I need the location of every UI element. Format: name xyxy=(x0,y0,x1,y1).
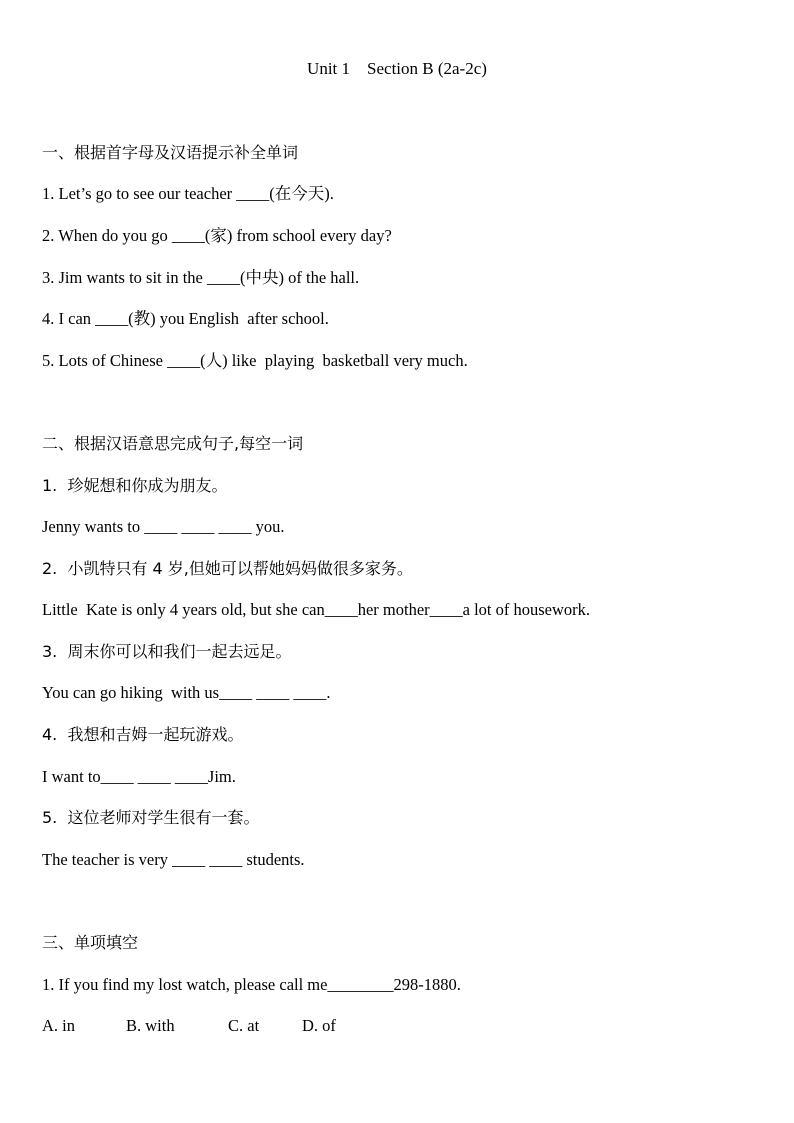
section-3-question-1: 1. If you find my lost watch, please call me________298-1880. xyxy=(42,975,461,994)
section-1-item-1: 1. Let’s go to see our teacher ____(在今天). xyxy=(42,184,334,203)
section-2-item-1-chinese: 1. 珍妮想和你成为朋友。 xyxy=(42,476,228,495)
option-b: B. with xyxy=(126,1016,175,1035)
section-1-item-3: 3. Jim wants to sit in the ____(中央) of the hall. xyxy=(42,268,360,287)
page-title: Unit 1 Section B (2a-2c) xyxy=(307,59,487,78)
section-2-item-3-chinese: 3. 周末你可以和我们一起去远足。 xyxy=(42,642,292,661)
section-2-item-2-chinese: 2. 小凯特只有 4 岁,但她可以帮她妈妈做很多家务。 xyxy=(42,559,413,578)
option-d: D. of xyxy=(302,1016,336,1035)
section-2-heading: 二、根据汉语意思完成句子,每空一词 xyxy=(42,434,304,453)
section-1-item-4: 4. I can ____(教) you English after school. xyxy=(42,309,329,328)
section-3-heading: 三、单项填空 xyxy=(42,933,139,952)
section-2-item-5-english: The teacher is very ____ ____ students. xyxy=(42,850,305,869)
section-2-item-3-english: You can go hiking with us____ ____ ____. xyxy=(42,683,331,702)
option-a: A. in xyxy=(42,1016,75,1035)
section-3-question-1-options xyxy=(42,1016,336,1116)
section-1-item-5: 5. Lots of Chinese ____(人) like playing basketball very much. xyxy=(42,351,468,370)
section-2-item-5-chinese: 5. 这位老师对学生很有一套。 xyxy=(42,808,260,827)
section-2-item-2-english: Little Kate is only 4 years old, but she can____her mother____a lot of housework. xyxy=(42,600,591,619)
section-1-item-2: 2. When do you go ____(家) from school every day? xyxy=(42,226,392,245)
section-2-item-4-chinese: 4. 我想和吉姆一起玩游戏。 xyxy=(42,725,244,744)
section-2-item-4-english: I want to____ ____ ____Jim. xyxy=(42,767,236,786)
option-c: C. at xyxy=(228,1016,260,1035)
section-2-item-1-english: Jenny wants to ____ ____ ____ you. xyxy=(42,517,285,536)
section-1-heading: 一、根据首字母及汉语提示补全单词 xyxy=(42,143,299,162)
